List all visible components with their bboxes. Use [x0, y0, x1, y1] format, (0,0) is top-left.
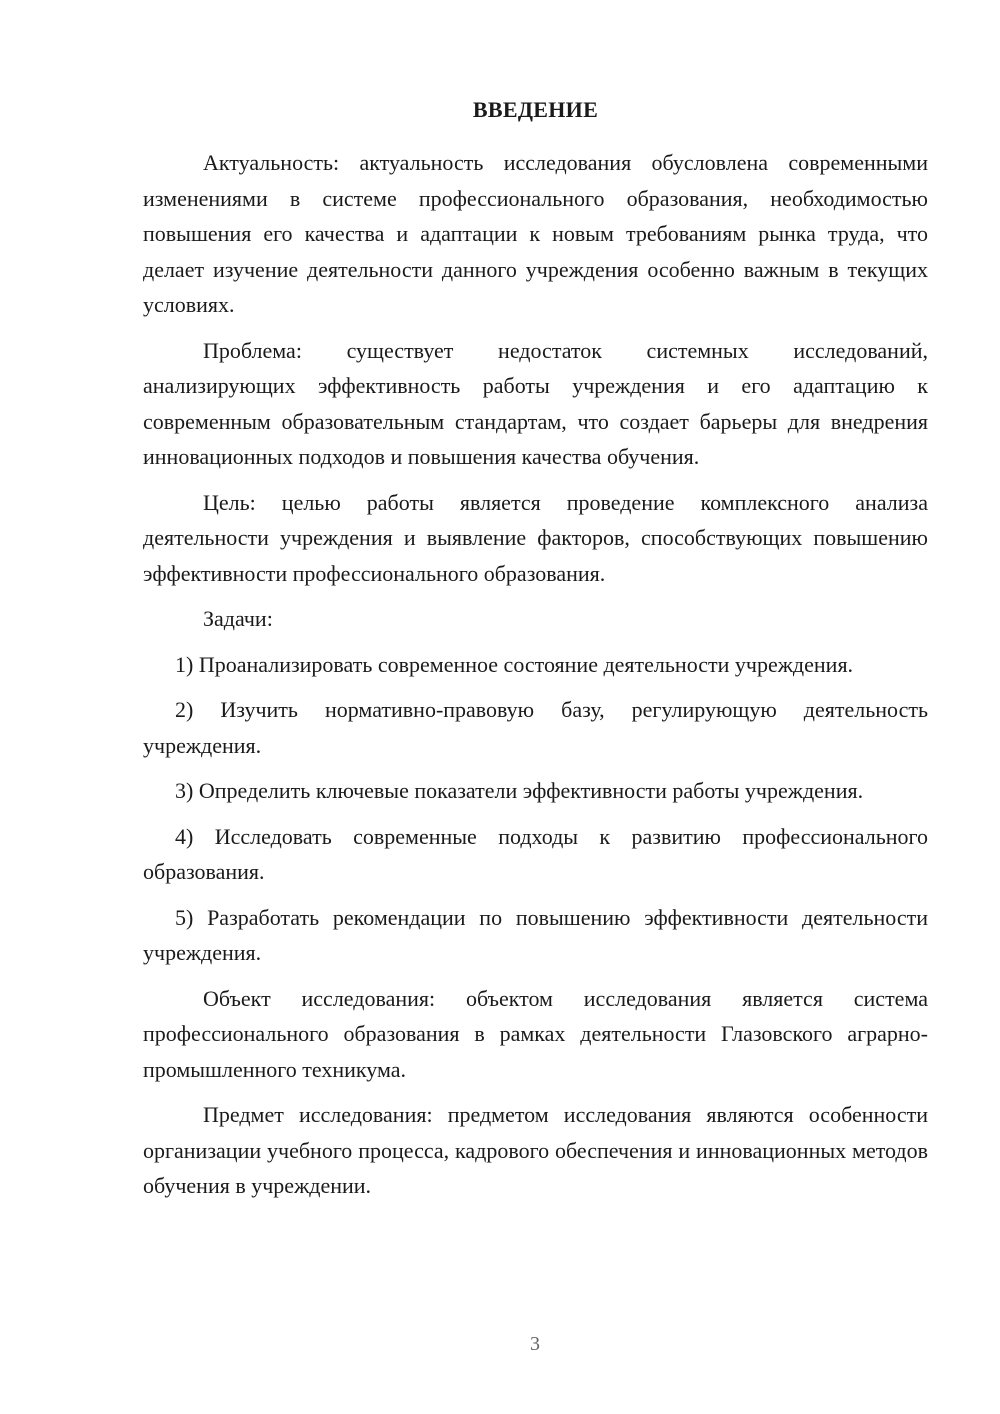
- task-item: 3) Определить ключевые показатели эффективности работы учреждения.: [175, 778, 864, 803]
- subject-paragraph: Предмет исследования: предметом исследования являются особенности организации учебного процесса, кадрового обеспечения и инновационных методов обучения в учреждении.: [143, 1102, 928, 1198]
- document-page: [143, 95, 928, 1214]
- tasks-heading: Задачи:: [203, 606, 273, 631]
- object-paragraph: Объект исследования: объектом исследования является система профессионального образования в рамках деятельности Глазовского аграрно-промышленного техникума.: [143, 985, 928, 1082]
- task-item: 1) Проанализировать современное состояние деятельности учреждения.: [175, 651, 854, 677]
- tasks-list: [143, 647, 928, 971]
- task-item: 5) Разработать рекомендации по повышению эффективности деятельности учреждения.: [143, 904, 928, 965]
- task-item: 4) Исследовать современные подходы к развитию профессионального образования.: [143, 823, 928, 884]
- page-number: 3: [530, 1333, 540, 1355]
- problem-paragraph: Проблема: существует недостаток системных исследований, анализирующих эффективность работы учреждения и его адаптацию к современным образовательным стандартам, что создает барьеры для внедрения инновационных подходов и повышения качества обучения.: [143, 337, 928, 469]
- goal-paragraph: Цель: целью работы является проведение комплексного анализа деятельности учреждения и выявление факторов, способствующих повышению эффективности профессионального образования.: [143, 489, 928, 586]
- relevance-paragraph: Актуальность: актуальность исследования обусловлена современными изменениями в системе профессионального образования, необходимостью повышения его качества и адаптации к новым требованиям рынка труда, что делает изучение деятельности данного учреждения особенно важным в текущих условиях.: [143, 150, 928, 317]
- task-item: 2) Изучить нормативно-правовую базу, регулирующую деятельность учреждения.: [143, 697, 928, 758]
- page-title: ВВЕДЕНИЕ: [472, 97, 599, 122]
